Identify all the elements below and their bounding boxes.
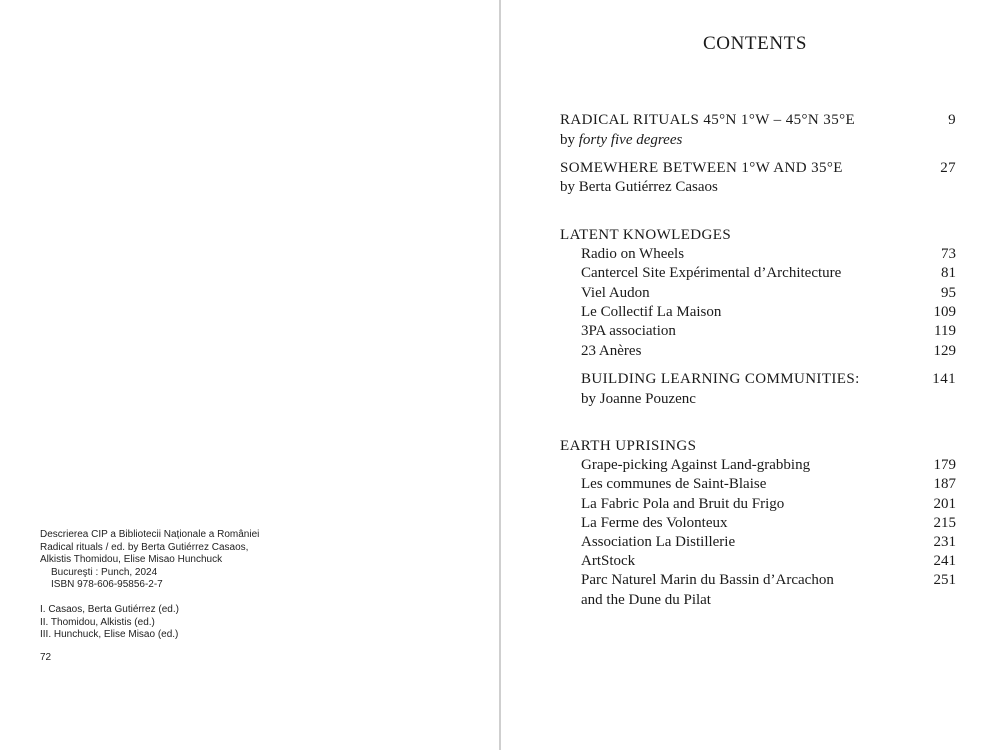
cip-line: Bucureşti : Punch, 2024: [51, 566, 158, 578]
toc-item-title: Grape-picking Against Land-grabbing: [581, 457, 811, 473]
toc-byline: [560, 130, 956, 150]
toc-item-title: Radio on Wheels: [581, 246, 685, 262]
toc-item-title: 23 Anères: [581, 343, 642, 359]
toc-item-title: Viel Audon: [581, 285, 650, 301]
toc-page-number: 187: [933, 476, 956, 492]
toc-item: [560, 513, 956, 533]
toc-item: [560, 494, 956, 514]
toc-item-title: Cantercel Site Expérimental d’Architecture: [581, 265, 842, 281]
toc-item-title: La Ferme des Volonteux: [581, 515, 728, 531]
toc-item-title: Association La Distillerie: [581, 534, 736, 550]
toc-item-title: Les communes de Saint-Blaise: [581, 476, 767, 492]
toc-page-number: 109: [933, 304, 956, 320]
toc-item: [560, 341, 956, 361]
toc-page-number: 129: [933, 343, 956, 359]
cip-spacer: [40, 592, 340, 604]
toc-section-heading: [560, 225, 956, 245]
toc-item-title-continued: and the Dune du Pilat: [581, 592, 711, 608]
cip-line: Radical rituals / ed. by Berta Gutiérrez Casaos,: [40, 541, 249, 553]
toc-item-title: La Fabric Pola and Bruit du Frigo: [581, 496, 785, 512]
toc-item: [560, 532, 956, 552]
toc-essay-title: BUILDING LEARNING COMMUNITIES:: [581, 371, 860, 387]
toc-item-title: 3PA association: [581, 323, 676, 339]
toc-item: [560, 283, 956, 303]
toc-item: [560, 455, 956, 475]
toc-page-number: 179: [933, 457, 956, 473]
toc-byline: [560, 177, 956, 197]
toc-section-heading: [560, 436, 956, 456]
section-heading-text: LATENT KNOWLEDGES: [560, 227, 732, 243]
toc-byline-author: forty five degrees: [578, 132, 683, 148]
toc-page-number: 73: [941, 246, 956, 262]
toc-page-number: 9: [948, 112, 956, 128]
toc-item: [560, 302, 956, 322]
toc-entry: [560, 158, 956, 178]
contents-title: CONTENTS: [703, 33, 808, 54]
toc-entry-title: RADICAL RITUALS 45°N 1°W – 45°N 35°E: [560, 112, 856, 128]
cip-line: ISBN 978-606-95856-2-7: [51, 579, 163, 591]
toc-page-number: 119: [934, 323, 956, 339]
toc-page-number: 81: [941, 265, 956, 281]
toc-item-title: Parc Naturel Marin du Bassin d’Arcachon: [581, 572, 834, 588]
toc-byline: [560, 389, 956, 409]
toc-page-number: 27: [940, 160, 956, 176]
toc-page-number: 241: [933, 553, 956, 569]
cip-line: Descrierea CIP a Bibliotecii Naționale a României: [40, 529, 260, 540]
toc-byline-text: by Berta Gutiérrez Casaos: [560, 179, 718, 195]
toc-page-number: 95: [941, 285, 956, 301]
toc-entry-title: SOMEWHERE BETWEEN 1°W AND 35°E: [560, 160, 843, 176]
toc-item: [560, 244, 956, 264]
cip-index-line: II. Thomidou, Alkistis (ed.): [40, 616, 155, 628]
toc-page-number: 251: [933, 572, 956, 588]
toc-item-continuation: [560, 590, 956, 610]
toc-entry: [560, 110, 956, 130]
toc-page-number: 141: [932, 371, 956, 387]
toc-item-title: ArtStock: [581, 553, 636, 569]
toc-essay-entry: [560, 369, 956, 389]
toc-page-number: 201: [933, 496, 956, 512]
toc-item: [560, 263, 956, 283]
toc-item: [560, 474, 956, 494]
cip-record: [40, 529, 340, 642]
toc-item: [560, 321, 956, 341]
section-heading-text: EARTH UPRISINGS: [560, 438, 697, 454]
cip-index-line: I. Casaos, Berta Gutiérrez (ed.): [40, 603, 179, 615]
cip-line: Alkistis Thomidou, Elise Misao Hunchuck: [40, 554, 223, 566]
toc-item-title: Le Collectif La Maison: [581, 304, 722, 320]
left-page: [0, 0, 499, 750]
page-number: 72: [40, 652, 52, 663]
toc-byline-text: by Joanne Pouzenc: [581, 391, 696, 407]
cip-index-line: III. Hunchuck, Elise Misao (ed.): [40, 629, 179, 641]
toc-item: [560, 551, 956, 571]
toc-byline-prefix: by: [560, 132, 579, 148]
toc-page-number: 215: [933, 515, 956, 531]
toc-item: [560, 570, 956, 590]
toc-page-number: 231: [933, 534, 956, 550]
